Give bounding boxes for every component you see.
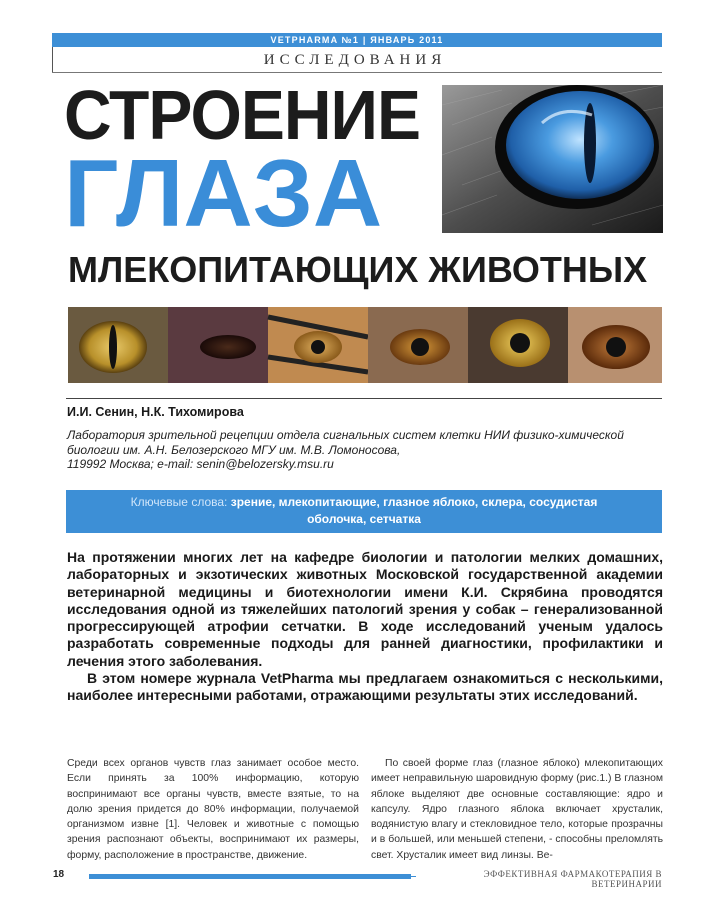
keywords-box	[66, 490, 662, 533]
author-divider	[66, 398, 662, 399]
lead-paragraph: В этом номере журнала VetPharma мы предлагаем ознакомиться с несколькими, наиболее интересными работами, отражающими результаты этих исследований.	[67, 670, 663, 704]
page-number: 18	[53, 869, 65, 880]
affiliation-line: Лаборатория зрительной рецепции отдела сигнальных систем клетки НИИ физико-химической	[67, 428, 624, 442]
footer-accent-tick	[411, 876, 416, 877]
cat-eye-photo	[442, 85, 663, 233]
author-names: И.И. Сенин, Н.К. Тихомирова	[67, 405, 244, 419]
footer-tagline: ЭФФЕКТИВНАЯ ФАРМАКОТЕРАПИЯ В ВЕТЕРИНАРИИ	[483, 869, 662, 889]
affiliation-contact: 119992 Москва; e-mail: senin@belozersky.msu.ru	[67, 457, 334, 471]
body-column-left: Среди всех органов чувств глаз занимает особое место. Если принять за 100% информацию, которую воспринимают все органы чувств, вместе взятые, то на долю зрения придется до 80% информации, получаемой организмом извне [1]. Человек и животные с помощью зрения распознают объекты, воспринимают их размеры, форму, расположение в пространстве, движение.	[67, 758, 359, 861]
section-title: ИССЛЕДОВАНИЯ	[263, 52, 447, 68]
masthead-text: VETPHARMA №1 | ЯНВАРЬ 2011	[270, 35, 444, 45]
lead-paragraphs	[67, 549, 663, 705]
lead-paragraph: На протяжении многих лет на кафедре биологии и патологии мелких домашних, лабораторных и экзотических животных Московской государственной академии ветеринарной медицины и биотехнологии имени К.И. Скрябина проводятся исследования одной из тяжелейших патологий зрения у собак – генерализованной прогрессирующей атрофии сетчатки. В ходе исследований ученым удалось разработать современные подходы для ранней диагностики, профилактики и лечения этого заболевания.	[67, 549, 663, 669]
affiliation-line: биологии им. А.Н. Белозерского МГУ им. М.В. Ломоносова,	[67, 442, 401, 457]
keywords-label: Ключевые слова:	[130, 495, 228, 509]
masthead-bar	[52, 33, 662, 47]
footer-accent-bar	[89, 874, 411, 879]
title-line-2: ГЛАЗА	[64, 140, 383, 247]
title-line-3: МЛЕКОПИТАЮЩИХ ЖИВОТНЫХ	[68, 249, 648, 290]
section-rule-horizontal	[52, 72, 662, 73]
keywords-text: зрение, млекопитающие, глазное яблоко, склера, сосудистая оболочка, сетчатка	[230, 495, 598, 526]
body-column-right	[371, 756, 663, 863]
animal-eyes-strip	[68, 307, 662, 383]
body-paragraph: По своей форме глаз (глазное яблоко) млекопитающих имеет неправильную шаровидную форму (рис.1.) В глазном яблоке выделяют две основные составляющие: ядро и капсулу. Ядро глазного яблока включает хрусталик, водянистую влагу и стекловидное тело, которые прозрачны и в большей, или меньшей степени, - способны преломлять свет. Хрусталик имеет вид линзы. Ве-	[371, 758, 663, 861]
author-affiliation	[67, 428, 667, 472]
title-line-1: СТРОЕНИЕ	[64, 75, 420, 154]
